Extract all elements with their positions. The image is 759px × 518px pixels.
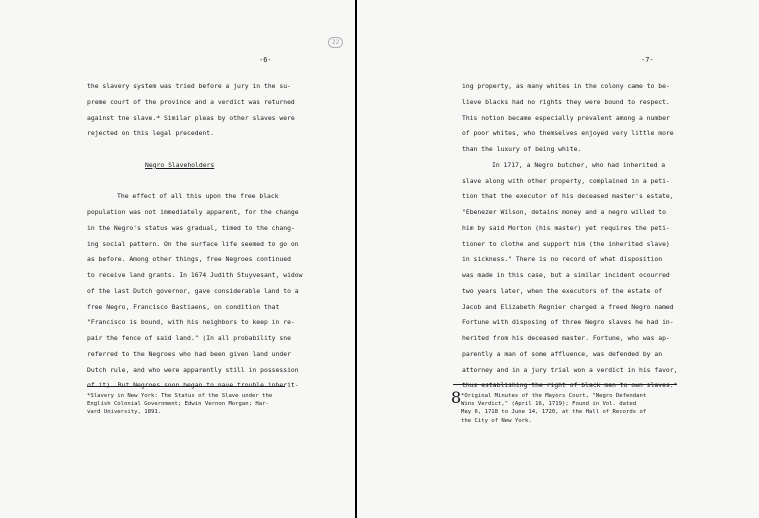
text-line: ing property, as many whites in the colony came to be- xyxy=(462,82,670,90)
page-number: -6- xyxy=(259,56,272,64)
left-page xyxy=(0,0,355,518)
page-stamp: 22 xyxy=(328,37,343,48)
footnote-rule xyxy=(87,386,285,387)
text-line: Jacob and Elizabeth Regnier charged a freed Negro named xyxy=(462,302,674,311)
text-line: pair the fence of said land." (In all probability sne xyxy=(87,334,291,342)
text-line: as before. Among other things, free Negroes continued xyxy=(87,255,291,264)
page-number: -7- xyxy=(641,56,654,64)
right-page xyxy=(357,0,759,518)
text-line: free Negro, Francisco Bastiaens, on condition that xyxy=(87,302,280,311)
section-heading: Negro Slaveholders xyxy=(145,160,215,169)
blank-line xyxy=(87,174,302,190)
text-line: "Francisco is bound, with his neighbors to keep in re- xyxy=(87,318,295,327)
left-body-text xyxy=(87,79,302,394)
blank-line xyxy=(87,142,302,158)
text-line: attorney and in a jury trial won a verdict in his favor, xyxy=(462,365,678,374)
handwritten-footnote-mark: 8 xyxy=(451,388,462,407)
text-line: in sickness." There is no record of what disposition xyxy=(462,255,663,264)
text-line: the slavery system was tried before a jury in the su- xyxy=(87,82,291,90)
text-line: him by said Morton (his master) yet requires the peti- xyxy=(462,223,670,232)
right-footnote xyxy=(461,392,646,425)
text-line: lieve blacks had no rights they were bound to respect. xyxy=(462,97,670,106)
footnote-line: Wins Verdict," (April 16, 1719); Found in Vol. dated xyxy=(461,401,637,408)
text-line: This notion became especially prevalent among a number xyxy=(462,113,670,122)
text-line: in the Negro's status was gradual, timed to the chang- xyxy=(87,223,295,232)
text-line: Fortune with disposing of three Negro slaves he had in- xyxy=(462,318,674,327)
footnote-line: vard University, 1891. xyxy=(87,409,162,416)
text-line: tioner to clothe and support him (the inherited slave) xyxy=(462,239,670,248)
text-line: ing social pattern. On the surface life seemed to go on xyxy=(87,239,299,248)
footnote-line: *Slavery in New York: The Status of the Slave under the xyxy=(87,393,273,399)
footnote-line: *Original Minutes of the Mayors Court, "Negro Defendant xyxy=(461,393,647,399)
footnote-line: English Colonial Government; Edwin Vernon Morgan; Har- xyxy=(87,401,269,408)
text-line: In 1717, a Negro butcher, who had inherited a xyxy=(492,160,666,169)
text-line: thus establishing the right of black men to own slaves.* xyxy=(462,381,678,390)
text-line: to receive land grants. In 1674 Judith Stuyvesant, widow xyxy=(87,271,303,279)
text-line: of it). But Negroes soon began to nave trouble inherit- xyxy=(87,381,299,390)
footnote-line: the City of New York. xyxy=(461,417,532,424)
footnote-rule xyxy=(453,384,677,385)
text-line: Dutch rule, and who were apparently still in possession xyxy=(87,365,299,374)
text-line: two years later, when the executors of the estate of xyxy=(462,286,663,295)
text-line: "Ebenezer Wilson, detains money and a negro willed to xyxy=(462,208,666,216)
text-line: of the last Dutch governor, gave considerable land to a xyxy=(87,286,299,295)
text-line: against tne slave.* Similar pleas by other slaves were xyxy=(87,113,295,122)
text-line: The effect of all this upon the free black xyxy=(117,192,279,201)
text-line: herited from his deceased master. Fortune, who was ap- xyxy=(462,334,670,342)
text-line: preme court of the province and a verdict was returned xyxy=(87,97,295,106)
text-line: than the luxury of being white. xyxy=(462,145,582,153)
text-line: population was not immediately apparent, for the change xyxy=(87,208,299,216)
text-line: tion that the executor of his deceased master's estate, xyxy=(462,192,674,201)
text-line: slave along with other property, complained in a peti- xyxy=(462,176,670,185)
right-body-text xyxy=(462,79,677,394)
left-footnote xyxy=(87,392,272,417)
text-line: parently a man of some affluence, was defended by an xyxy=(462,349,663,358)
text-line: rejected on this legal precedent. xyxy=(87,129,214,138)
text-line: was made in this case, but a similar incident ocourred xyxy=(462,271,670,279)
footnote-line: May 6, 1718 to June 14, 1720, at the Hall of Records of xyxy=(461,409,647,416)
text-line: of poor whites, who themselves enjoyed very little more xyxy=(462,129,674,138)
text-line: referred to the Negroes who had been given land under xyxy=(87,349,291,358)
